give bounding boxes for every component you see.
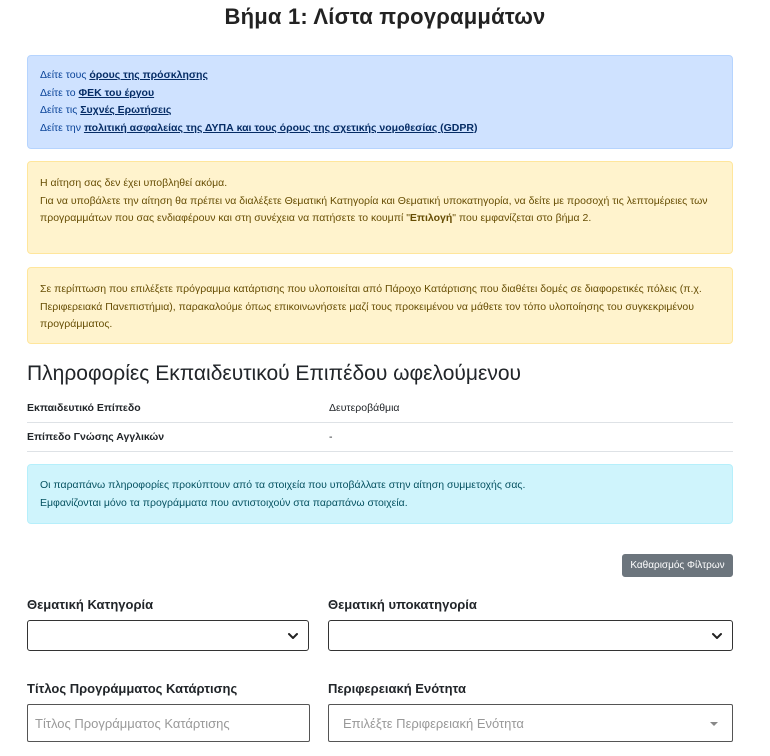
program-title-placeholder: Τίτλος Προγράμματος Κατάρτισης: [35, 715, 230, 731]
location-alert: [27, 267, 733, 344]
subcategory-select[interactable]: [328, 620, 733, 651]
info-line-2: Εμφανίζονται μόνο τα προγράμματα που αντιστοιχούν στα παραπάνω στοιχεία.: [40, 496, 408, 509]
caret-down-icon: [710, 722, 718, 726]
link-line-terms: Δείτε τους όρους της πρόσκλησης: [40, 69, 208, 81]
gdpr-link[interactable]: πολιτική ασφαλείας της ΔΥΠΑ και τους όρους της σχετικής νομοθεσίας (GDPR): [83, 121, 478, 134]
category-select[interactable]: [27, 620, 309, 651]
status-line: Η αίτηση σας δεν έχει υποβληθεί ακόμα.: [40, 177, 228, 189]
english-level-value: -: [329, 431, 333, 443]
faq-link[interactable]: Συχνές Ερωτήσεις: [80, 104, 172, 116]
chevron-down-icon: [287, 630, 299, 642]
terms-link[interactable]: όρους της πρόσκλησης: [89, 69, 208, 81]
education-level-value: Δευτεροβάθμια: [329, 402, 400, 414]
table-row: [27, 394, 733, 423]
table-row: [27, 423, 733, 452]
region-label: Περιφερειακή Ενότητα: [328, 681, 466, 696]
link-line-faq: Δείτε τις Συχνές Ερωτήσεις: [40, 104, 172, 116]
region-placeholder: Επιλέξτε Περιφερειακή Ενότητα: [343, 715, 524, 731]
instructions-text: Για να υποβάλετε την αίτηση θα πρέπει να διαλέξετε Θεματική Κατηγορία και Θεματική υποκατηγορία, να δείτε με προσοχή τις λεπτομέρειες των προγραμμάτων που σας ενδιαφέρουν και στη συνέχεια να πατήσετε το κουμπί "Επιλογή" που εμφανίζεται στο βήμα 2.: [40, 194, 708, 224]
program-title-label: Τίτλος Προγράμματος Κατάρτισης: [27, 681, 238, 696]
location-alert-text: Σε περίπτωση που επιλέξετε πρόγραμμα κατάρτισης που υλοποιείται από Πάροχο Κατάρτισης που διαθέτει δομές σε διαφορετικές πόλεις (π.χ. Περιφερειακά Πανεπιστήμια), παρακαλούμε όπως επικοινωνήσετε μαζί τους προκειμένου να μάθετε τον τόπο υλοποίησης του συγκεκριμένου προγράμματος.: [40, 283, 702, 330]
link-line-gdpr: Δείτε την πολιτική ασφαλείας της ΔΥΠΑ και τους όρους της σχετικής νομοθεσίας (GDPR): [40, 121, 478, 134]
education-section-title: Πληροφορίες Εκπαιδευτικού Επιπέδου ωφελούμενου: [27, 362, 521, 385]
education-level-label: Εκπαιδευτικό Επίπεδο: [27, 402, 141, 414]
subcategory-label: Θεματική υποκατηγορία: [328, 597, 477, 612]
status-alert: [27, 161, 733, 254]
page-title: Βήμα 1: Λίστα προγραμμάτων: [224, 4, 546, 29]
info-line-1: Οι παραπάνω πληροφορίες προκύπτουν από τα στοιχεία που υποβάλλατε στην αίτηση συμμετοχής σας.: [40, 479, 526, 491]
links-alert: [27, 55, 733, 149]
category-label: Θεματική Κατηγορία: [27, 597, 154, 612]
link-line-fek: Δείτε το ΦΕΚ του έργου: [40, 86, 155, 99]
program-title-input[interactable]: [27, 704, 310, 742]
info-alert: [27, 464, 733, 524]
education-table: [27, 394, 733, 452]
chevron-down-icon: [711, 630, 723, 642]
clear-filters-button[interactable]: Καθαρισμός Φίλτρων: [622, 554, 733, 577]
english-level-label: Επίπεδο Γνώσης Αγγλικών: [27, 431, 165, 443]
region-select[interactable]: [328, 704, 733, 742]
fek-link[interactable]: ΦΕΚ του έργου: [78, 86, 155, 99]
